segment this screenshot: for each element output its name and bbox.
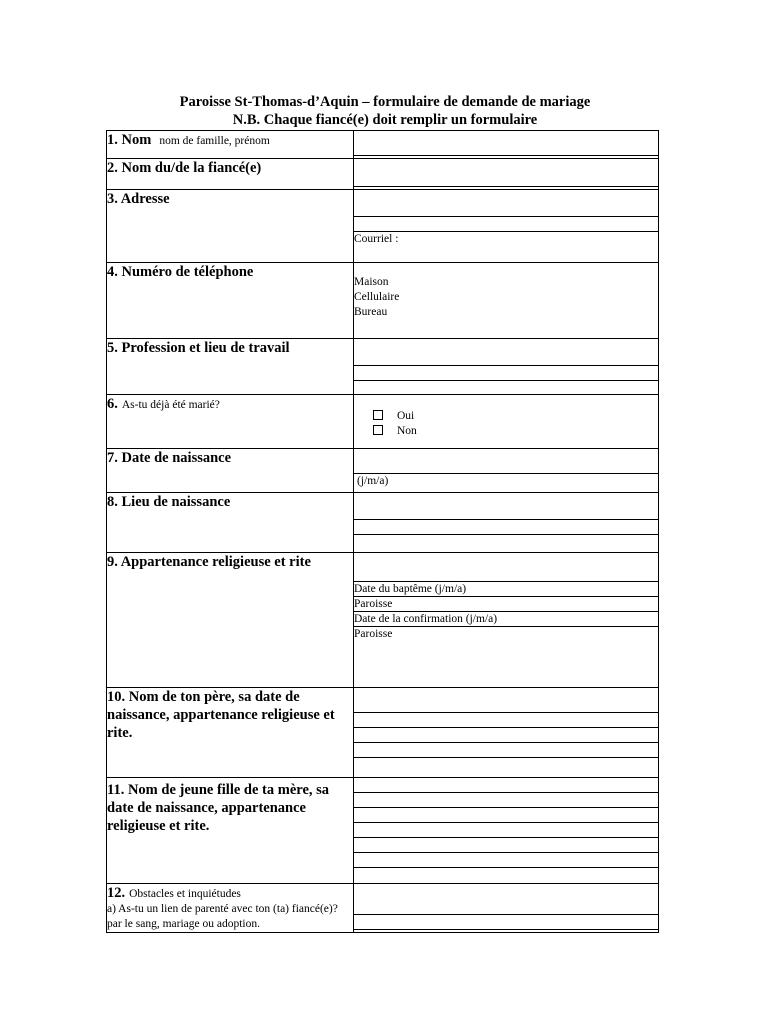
row-q12	[107, 884, 659, 933]
q9-paroisse-2-label: Paroisse	[354, 628, 393, 640]
q10-label: 10. Nom de ton père, sa date de naissance, appartenance religieuse et rite.	[107, 689, 335, 741]
row-q7	[107, 449, 659, 493]
q4-maison-label: Maison	[354, 276, 389, 288]
q3-courriel-label: Courriel :	[354, 233, 399, 245]
q4-cellulaire-label: Cellulaire	[354, 291, 400, 303]
q6-option-oui[interactable]	[354, 409, 658, 424]
row-q8	[107, 493, 659, 553]
oui-checkbox[interactable]	[373, 410, 383, 420]
row-q3	[107, 190, 659, 263]
q5-line-1[interactable]	[354, 351, 658, 366]
q7-label: 7. Date de naissance	[107, 450, 232, 466]
q4-cellulaire-field[interactable]	[354, 290, 658, 305]
q5-line-2[interactable]	[354, 366, 658, 381]
q10-line-4[interactable]	[354, 743, 658, 758]
q11-label: 11. Nom de jeune fille de ta mère, sa date de naissance, appartenance religieuse et rite.	[107, 782, 330, 834]
q6-option-non[interactable]	[354, 424, 658, 439]
q4-bureau-field[interactable]	[354, 305, 658, 320]
q6-question: As-tu déjà été marié?	[121, 399, 220, 411]
q5-label: 5. Profession et lieu de travail	[107, 340, 290, 356]
q9-label: 9. Appartenance religieuse et rite	[107, 554, 311, 570]
row-q2	[107, 159, 659, 190]
non-checkbox[interactable]	[373, 425, 383, 435]
oui-label: Oui	[397, 410, 415, 422]
marriage-form-table	[106, 130, 659, 933]
form-subtitle: N.B. Chaque fiancé(e) doit remplir un formulaire	[232, 112, 538, 128]
row-q4	[107, 263, 659, 339]
q9-paroisse-1-label: Paroisse	[354, 598, 393, 610]
q3-address-line-2[interactable]	[354, 217, 658, 232]
form-title: Paroisse St-Thomas-d’Aquin – formulaire de demande de mariage	[179, 94, 591, 110]
non-label: Non	[397, 425, 417, 437]
q7-format-hint: (j/m/a)	[357, 475, 389, 487]
q11-line-1[interactable]	[354, 778, 658, 793]
q11-line-3[interactable]	[354, 808, 658, 823]
q12-title: Obstacles et inquiétudes	[129, 888, 241, 900]
row-q9	[107, 553, 659, 688]
q10-line-3[interactable]	[354, 728, 658, 743]
q11-line-2[interactable]	[354, 793, 658, 808]
q1-hint: nom de famille, prénom	[159, 135, 270, 147]
q9-confirmation-field[interactable]	[354, 612, 658, 627]
q1-label: 1. Nom	[107, 132, 152, 148]
q12-sub-question: a) As-tu un lien de parenté avec ton (ta) fiancé(e)? par le sang, mariage ou adoption.	[107, 903, 338, 930]
q12-line-1[interactable]	[354, 900, 658, 915]
q9-paroisse-1-field[interactable]	[354, 597, 658, 612]
q8-line-1[interactable]	[354, 505, 658, 520]
q8-line-2[interactable]	[354, 520, 658, 535]
q7-birthdate-field[interactable]	[354, 459, 658, 474]
row-q11	[107, 778, 659, 884]
row-q10	[107, 688, 659, 778]
q9-bapteme-field[interactable]	[354, 582, 658, 597]
q9-religion-field[interactable]	[354, 567, 658, 582]
q10-line-2[interactable]	[354, 713, 658, 728]
row-q5	[107, 339, 659, 395]
q12-line-2[interactable]	[354, 915, 658, 930]
q4-bureau-label: Bureau	[354, 306, 388, 318]
q3-courriel-field[interactable]	[354, 232, 658, 247]
q6-number: 6.	[107, 396, 118, 412]
q1-name-field[interactable]	[354, 141, 658, 156]
q11-line-5[interactable]	[354, 838, 658, 853]
q4-maison-field[interactable]	[354, 275, 658, 290]
q2-fiance-name-field[interactable]	[354, 172, 658, 187]
q9-confirmation-label: Date de la confirmation (j/m/a)	[354, 613, 498, 625]
row-q6	[107, 395, 659, 449]
q8-label: 8. Lieu de naissance	[107, 494, 231, 510]
q3-label: 3. Adresse	[107, 191, 170, 207]
q3-address-line-1[interactable]	[354, 202, 658, 217]
q11-line-4[interactable]	[354, 823, 658, 838]
q4-label: 4. Numéro de téléphone	[107, 264, 254, 280]
q9-bapteme-label: Date du baptême (j/m/a)	[354, 583, 467, 595]
q10-line-1[interactable]	[354, 698, 658, 713]
row-q1	[107, 131, 659, 159]
q12-number: 12.	[107, 885, 126, 901]
q2-label: 2. Nom du/de la fiancé(e)	[107, 160, 262, 176]
q11-line-6[interactable]	[354, 853, 658, 868]
